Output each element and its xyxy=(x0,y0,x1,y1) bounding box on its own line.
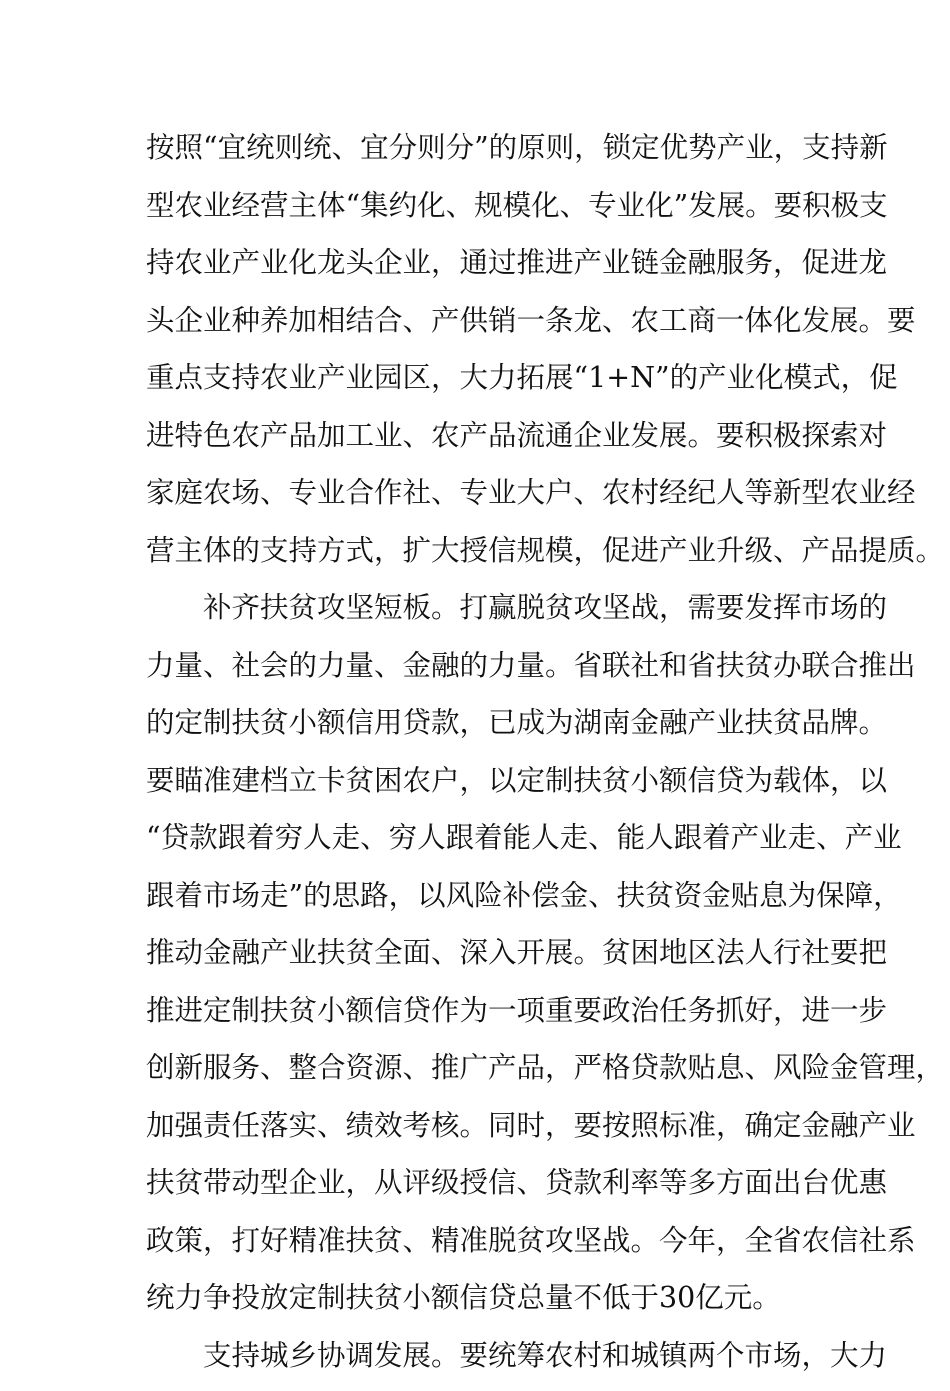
text-line: 进特色农产品加工业、农产品流通企业发展。要积极探索对 xyxy=(146,418,888,452)
text-line: 跟着市场走”的思路，以风险补偿金、扶贫资金贴息为保障， xyxy=(146,878,902,912)
text-line: 推进定制扶贫小额信贷作为一项重要政治任务抓好，进一步 xyxy=(146,993,888,1027)
text-line: 持农业产业化龙头企业，通过推进产业链金融服务，促进龙 xyxy=(146,246,888,279)
text-line: 头企业种养加相结合、产供销一条龙、农工商一体化发展。要 xyxy=(146,303,916,337)
text-line: 政策，打好精准扶贫、精准脱贫攻坚战。今年，全省农信社系 xyxy=(146,1223,916,1257)
paragraph-start-line: 支持城乡协调发展。要统筹农村和城镇两个市场，大力 xyxy=(203,1338,888,1372)
text-line: 家庭农场、专业合作社、专业大户、农村经纪人等新型农业经 xyxy=(146,476,916,509)
text-line: 加强责任落实、绩效考核。同时，要按照标准，确定金融产业 xyxy=(146,1108,916,1142)
text-line: 营主体的支持方式，扩大授信规模，促进产业升级、产品提质。 xyxy=(146,533,945,567)
text-line: 按照“宜统则统、宜分则分”的原则，锁定优势产业，支持新 xyxy=(146,131,888,164)
text-line: 型农业经营主体“集约化、规模化、专业化”发展。要积极支 xyxy=(146,188,888,222)
text-line: 重点支持农业产业园区，大力拓展“1+N”的产业化模式，促 xyxy=(146,361,898,394)
text-line: “贷款跟着穷人走、穷人跟着能人走、能人跟着产业走、产业 xyxy=(146,821,902,854)
text-line: 的定制扶贫小额信用贷款，已成为湖南金融产业扶贫品牌。 xyxy=(146,706,888,739)
paragraph-end-line: 统力争投放定制扶贫小额信贷总量不低于30亿元。 xyxy=(146,1281,781,1314)
text-line: 创新服务、整合资源、推广产品，严格贷款贴息、风险金管理， xyxy=(146,1051,945,1084)
text-line: 要瞄准建档立卡贫困农户，以定制扶贫小额信贷为载体，以 xyxy=(146,763,888,797)
text-line: 扶贫带动型企业，从评级授信、贷款利率等多方面出台优惠 xyxy=(146,1166,888,1199)
paragraph-start-line: 补齐扶贫攻坚短板。打赢脱贫攻坚战，需要发挥市场的 xyxy=(203,591,888,624)
text-line: 力量、社会的力量、金融的力量。省联社和省扶贫办联合推出 xyxy=(146,648,916,682)
text-line: 推动金融产业扶贫全面、深入开展。贫困地区法人行社要把 xyxy=(146,936,888,969)
body-text xyxy=(146,126,945,1391)
